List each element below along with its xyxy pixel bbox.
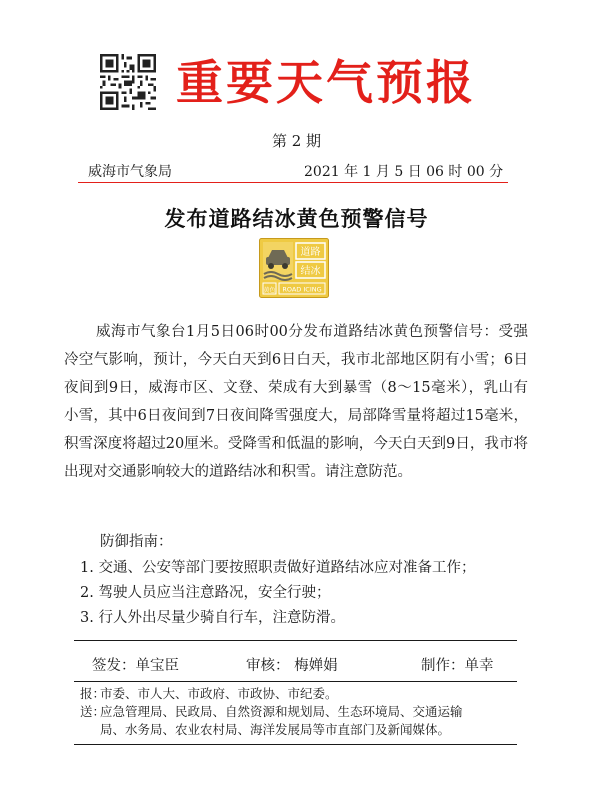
issue-number: 第 2 期 <box>271 132 322 150</box>
icon-label-level: 黄色 <box>263 287 276 294</box>
report-to-list: 市委、市人大、市政府、市政协、市纪委。 <box>100 686 338 701</box>
guidance-title: 防御指南： <box>100 534 173 550</box>
footer-divider <box>74 744 517 745</box>
issuer-signature: 签发：单宝臣 <box>92 658 179 674</box>
qr-code-icon <box>100 54 156 110</box>
icon-label-en: ROAD ICING <box>282 285 322 294</box>
document-headline: 发布道路结冰黄色预警信号 <box>164 206 429 231</box>
icon-label-cn-2: 结冰 <box>300 266 321 277</box>
issue-datetime: 2021 年 1 月 5 日 06 时 00 分 <box>304 164 504 180</box>
icon-label-cn-1: 道路 <box>300 247 321 258</box>
distribution-divider <box>74 681 517 682</box>
report-to-label: 报： <box>80 686 106 701</box>
header-divider <box>78 182 508 183</box>
reviewer-signature: 审核： 梅婵娟 <box>246 658 338 674</box>
send-to-list-line-2: 局、水务局、农业农村局、海洋发展局等市直部门及新闻媒体。 <box>100 722 451 737</box>
signature-divider <box>74 640 517 641</box>
main-title: 重要天气预报 <box>176 56 476 111</box>
producer-signature: 制作：单幸 <box>421 658 494 674</box>
send-to-label: 送： <box>80 704 106 719</box>
send-to-list-line-1: 应急管理局、民政局、自然资源和规划局、生态环境局、交通运输 <box>100 704 463 719</box>
warning-body-text: 威海市气象台1月5日06时00分发布道路结冰黄色预警信号：受强冷空气影响，预计，今天白天到6日白天，我市北部地区阴有小雪；6日夜间到9日，威海市区、文登、荣成有大到暴雪（8～15毫米），乳山有小雪，其中6日夜间到7日夜间降雪强度大，局部降雪量将超过15毫米，积雪深度将超过20厘米。受降雪和低温的影响，今天白天到9日，我市将出现对交通影响较大的道路结冰和积雪。请注意防范。 <box>64 324 528 480</box>
guidance-item: 3. 行人外出尽量少骑自行车，注意防滑。 <box>80 610 345 626</box>
issuing-agency: 威海市气象局 <box>88 164 172 180</box>
guidance-item: 1. 交通、公安等部门要按照职责做好道路结冰应对准备工作； <box>80 560 476 576</box>
guidance-item: 2. 驾驶人员应当注意路况，安全行驶； <box>80 585 331 601</box>
road-icing-yellow-warning-icon <box>259 238 329 298</box>
